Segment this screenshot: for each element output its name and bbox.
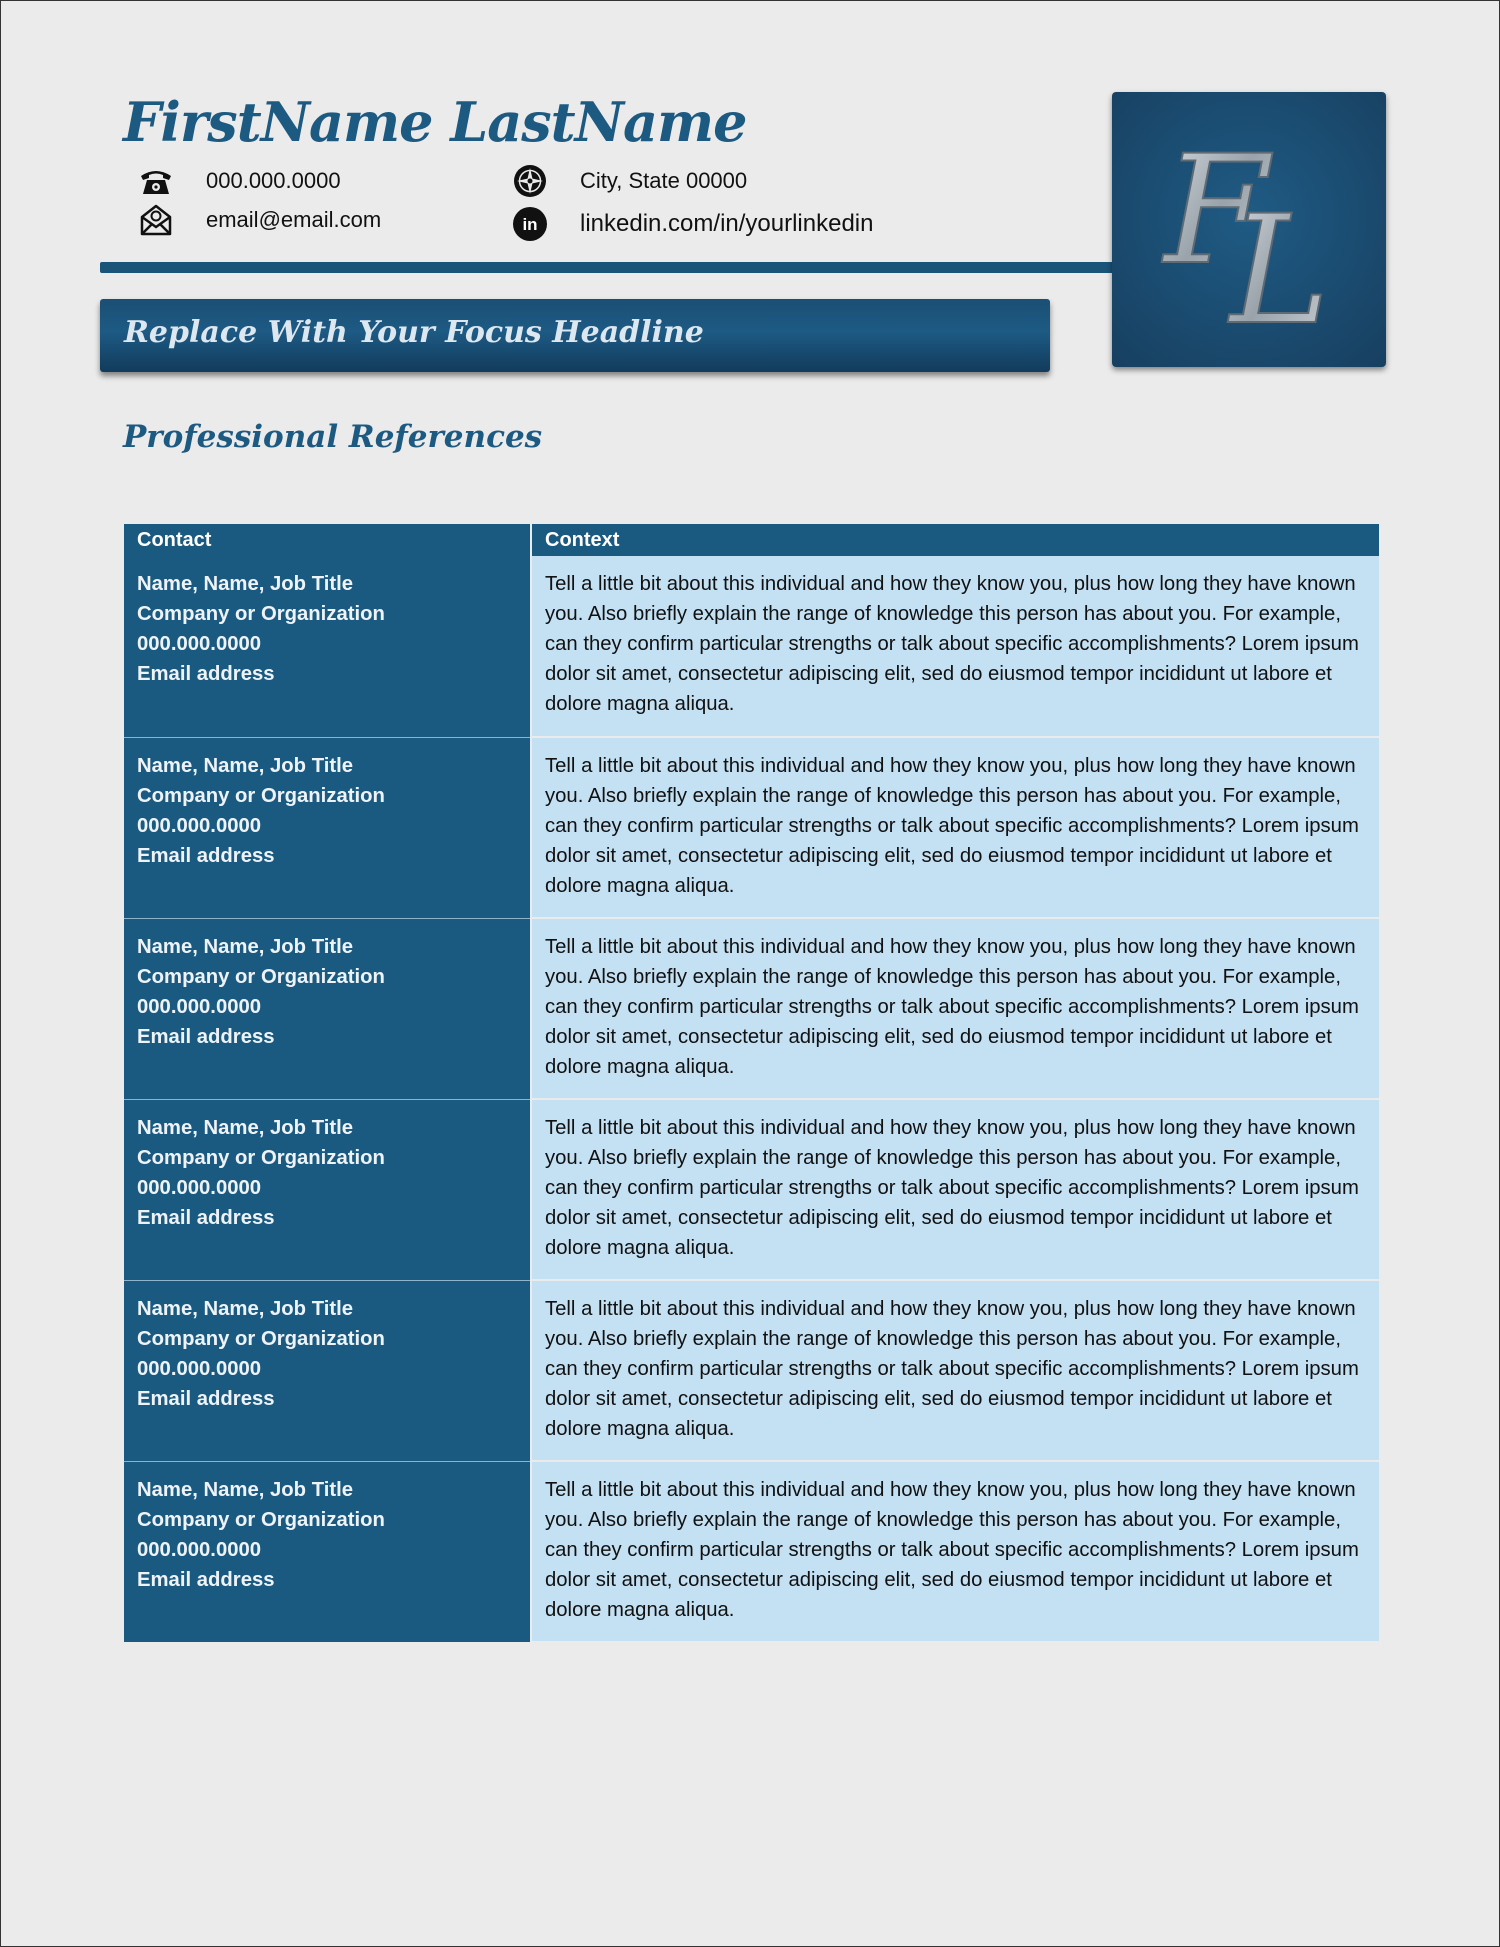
- reference-company: Company or Organization: [137, 1508, 385, 1531]
- references-table: [124, 524, 1379, 1643]
- table-row: [124, 918, 1379, 1099]
- linkedin-icon: [512, 206, 548, 242]
- reference-company: Company or Organization: [137, 1146, 385, 1169]
- reference-phone: 000.000.0000: [137, 1357, 262, 1380]
- svg-text:in: in: [522, 215, 538, 234]
- contact-cell: [124, 737, 531, 918]
- table-row: [124, 556, 1379, 737]
- focus-headline: Replace With Your Focus Headline: [124, 315, 704, 350]
- compass-icon: [512, 163, 548, 199]
- table-row: [124, 1280, 1379, 1461]
- contact-cell: [124, 1099, 531, 1280]
- context-cell: Tell a little bit about this individual and how they know you, plus how long they have known you. Also briefly explain the range of knowledge this person has about you. For example, can they confirm particular strengths or talk about specific accomplishments? Lorem ipsum dolor sit amet, consectetur adipiscing elit, sed do eiusmod tempor incididunt ut labore et dolore magna aliqua.: [531, 1461, 1379, 1642]
- phone-number: 000.000.0000: [206, 168, 341, 193]
- contact-cell: [124, 1461, 531, 1642]
- reference-name: Name, Name, Job Title: [137, 1478, 354, 1501]
- reference-email: Email address: [137, 1025, 275, 1048]
- location-contact: [512, 163, 747, 199]
- reference-company: Company or Organization: [137, 1327, 385, 1350]
- reference-phone: 000.000.0000: [137, 633, 262, 655]
- reference-name: Name, Name, Job Title: [137, 1116, 354, 1139]
- reference-phone: 000.000.0000: [137, 1538, 262, 1561]
- reference-email: Email address: [137, 1568, 275, 1591]
- reference-email: Email address: [137, 844, 275, 867]
- reference-phone: 000.000.0000: [137, 995, 262, 1018]
- reference-email: Email address: [137, 663, 275, 685]
- reference-email: Email address: [137, 1206, 275, 1229]
- table-row: [124, 737, 1379, 918]
- section-title: Professional References: [123, 419, 543, 455]
- reference-company: Company or Organization: [137, 603, 385, 625]
- context-cell: Tell a little bit about this individual and how they know you, plus how long they have known you. Also briefly explain the range of knowledge this person has about you. For example, can they confirm particular strengths or talk about specific accomplishments? Lorem ipsum dolor sit amet, consectetur adipiscing elit, sed do eiusmod tempor incididunt ut labore et dolore magna aliqua.: [531, 918, 1379, 1099]
- column-header-context: Context: [531, 524, 1379, 556]
- linkedin-url[interactable]: linkedin.com/in/yourlinkedin: [580, 210, 874, 237]
- location: City, State 00000: [580, 168, 748, 193]
- context-cell: Tell a little bit about this individual and how they know you, plus how long they have known you. Also briefly explain the range of knowledge this person has about you. For example, can they confirm particular strengths or talk about specific accomplishments? Lorem ipsum dolor sit amet, consectetur adipiscing elit, sed do eiusmod tempor incididunt ut labore et dolore magna aliqua.: [531, 737, 1379, 918]
- reference-name: Name, Name, Job Title: [137, 935, 354, 958]
- reference-name: Name, Name, Job Title: [137, 573, 354, 595]
- reference-name: Name, Name, Job Title: [137, 1297, 354, 1320]
- candidate-name: FirstName LastName: [123, 90, 747, 154]
- email-address: email@email.com: [206, 207, 382, 232]
- context-cell: Tell a little bit about this individual and how they know you, plus how long they have known you. Also briefly explain the range of knowledge this person has about you. For example, can they confirm particular strengths or talk about specific accomplishments? Lorem ipsum dolor sit amet, consectetur adipiscing elit, sed do eiusmod tempor incididunt ut labore et dolore magna aliqua.: [531, 556, 1379, 737]
- contact-cell: [124, 918, 531, 1099]
- table-header-row: [124, 524, 1379, 556]
- reference-phone: 000.000.0000: [137, 1176, 262, 1199]
- monogram-logo: [1112, 92, 1386, 367]
- email-contact: [138, 202, 381, 238]
- context-cell: Tell a little bit about this individual and how they know you, plus how long they have known you. Also briefly explain the range of knowledge this person has about you. For example, can they confirm particular strengths or talk about specific accomplishments? Lorem ipsum dolor sit amet, consectetur adipiscing elit, sed do eiusmod tempor incididunt ut labore et dolore magna aliqua.: [531, 1280, 1379, 1461]
- phone-contact: [138, 163, 341, 199]
- reference-email: Email address: [137, 1387, 275, 1410]
- contact-cell: [124, 1280, 531, 1461]
- header-rule: [100, 262, 1115, 273]
- phone-icon: [138, 163, 174, 199]
- svg-text:F: F: [1164, 124, 1269, 298]
- context-cell: Tell a little bit about this individual and how they know you, plus how long they have known you. Also briefly explain the range of knowledge this person has about you. For example, can they confirm particular strengths or talk about specific accomplishments? Lorem ipsum dolor sit amet, consectetur adipiscing elit, sed do eiusmod tempor incididunt ut labore et dolore magna aliqua.: [531, 1099, 1379, 1280]
- focus-headline-banner: [100, 299, 1050, 372]
- svg-text:L: L: [1230, 184, 1330, 358]
- table-row: [124, 1099, 1379, 1280]
- reference-company: Company or Organization: [137, 965, 385, 988]
- reference-company: Company or Organization: [137, 784, 385, 807]
- linkedin-contact: [512, 206, 873, 242]
- reference-name: Name, Name, Job Title: [137, 754, 354, 777]
- reference-phone: 000.000.0000: [137, 814, 262, 837]
- contact-cell: [124, 556, 531, 737]
- email-icon: [138, 202, 174, 238]
- table-row: [124, 1461, 1379, 1642]
- column-header-contact: Contact: [124, 524, 531, 556]
